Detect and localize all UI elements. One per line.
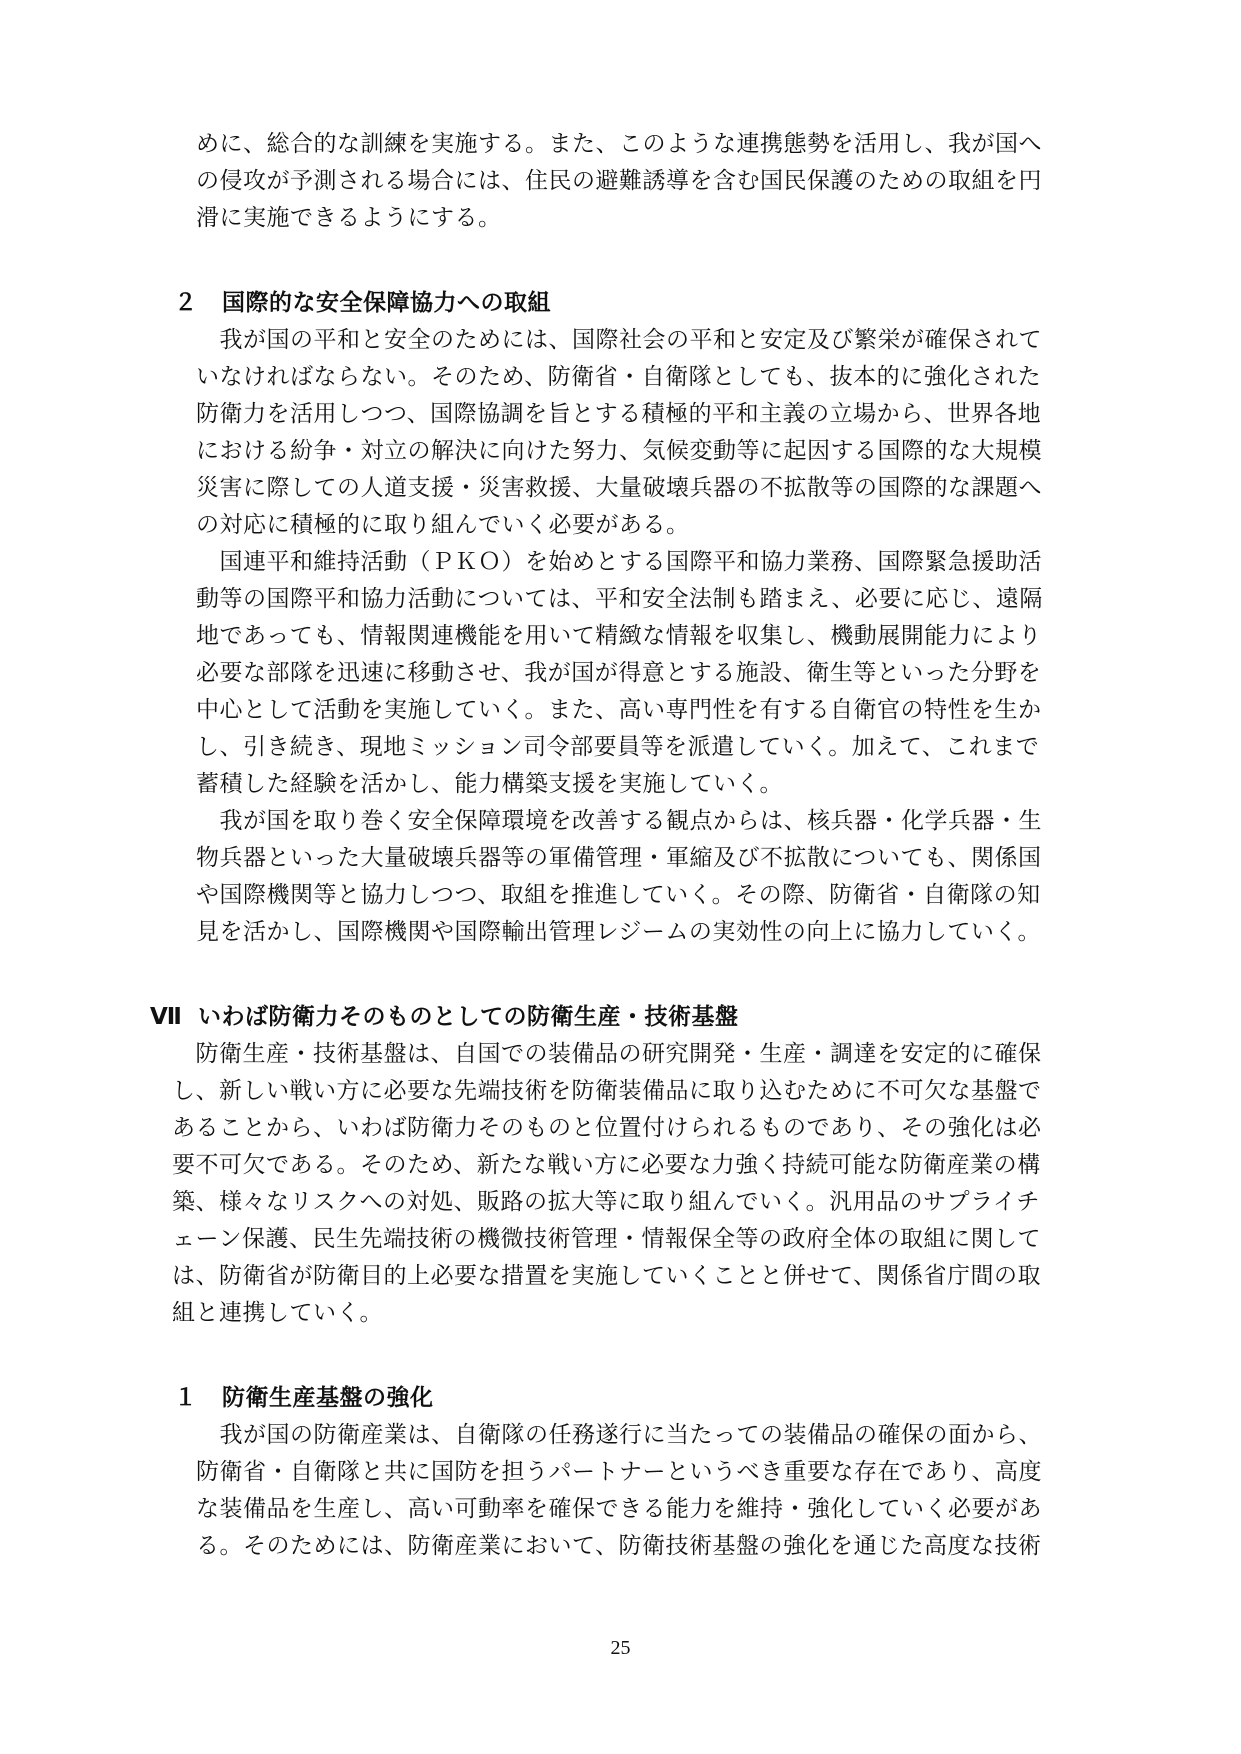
body-line: 見を活かし、国際機関や国際輸出管理レジームの実効性の向上に協力していく。 [196,919,1041,945]
body-line: 物兵器といった大量破壊兵器等の軍備管理・軍縮及び不拡散についても、関係国 [196,845,1042,871]
body-line: 組と連携していく。 [172,1300,384,1326]
body-line: は、防衛省が防衛目的上必要な措置を実施していくことと併せて、関係省庁間の取 [172,1263,1042,1289]
body-line: る。そのためには、防衛産業において、防衛技術基盤の強化を通じた高度な技術 [196,1533,1042,1559]
body-line: 中心として活動を実施していく。また、高い専門性を有する自衛官の特性を生か [196,697,1042,723]
body-line: 我が国を取り巻く安全保障環境を改善する観点からは、核兵器・化学兵器・生 [196,808,1042,834]
body-line: における紛争・対立の解決に向けた努力、気候変動等に起因する国際的な大規模 [196,438,1042,464]
intro-line: めに、総合的な訓練を実施する。また、このような連携態勢を活用し、我が国へ [196,131,1042,157]
chapter-title: いわば防衛力そのものとしての防衛生産・技術基盤 [198,1004,739,1030]
section-number: １ [174,1385,198,1411]
body-line: あることから、いわば防衛力そのものと位置付けられるものであり、その強化は必 [172,1115,1042,1141]
section-heading [174,1382,434,1414]
body-line: 地であっても、情報関連機能を用いて精緻な情報を収集し、機動展開能力により [196,623,1042,649]
body-line: 蓄積した経験を活かし、能力構築支援を実施していく。 [196,771,784,797]
section-title: 防衛生産基盤の強化 [222,1385,434,1411]
section-heading [174,287,551,319]
body-line: 築、様々なリスクへの対処、販路の拡大等に取り組んでいく。汎用品のサプライチ [172,1189,1040,1215]
body-line: な装備品を生産し、高い可動率を確保できる能力を維持・強化していく必要があ [196,1496,1042,1522]
body-line: 国連平和維持活動（ＰＫＯ）を始めとする国際平和協力業務、国際緊急援助活 [196,549,1042,575]
section-title: 国際的な安全保障協力への取組 [222,290,551,316]
body-line: 必要な部隊を迅速に移動させ、我が国が得意とする施設、衛生等といった分野を [196,660,1042,686]
body-line: し、引き続き、現地ミッション司令部要員等を派遣していく。加えて、これまで [196,734,1040,760]
chapter-number: Ⅶ [150,1004,183,1030]
body-line: いなければならない。そのため、防衛省・自衛隊としても、抜本的に強化された [196,364,1042,390]
body-line: 我が国の平和と安全のためには、国際社会の平和と安定及び繁栄が確保されて [196,327,1042,353]
body-line: 動等の国際平和協力活動については、平和安全法制も踏まえ、必要に応じ、遠隔 [196,586,1043,612]
body-line: 防衛生産・技術基盤は、自国での装備品の研究開発・生産・調達を安定的に確保 [172,1041,1042,1067]
intro-line: の侵攻が予測される場合には、住民の避難誘導を含む国民保護のための取組を円 [196,168,1042,194]
body-line: 災害に際しての人道支援・災害救援、大量破壊兵器の不拡散等の国際的な課題へ [196,475,1042,501]
body-line: の対応に積極的に取り組んでいく必要がある。 [196,512,690,538]
body-line: し、新しい戦い方に必要な先端技術を防衛装備品に取り込むために不可欠な基盤で [172,1078,1042,1104]
body-line: 我が国の防衛産業は、自衛隊の任務遂行に当たっての装備品の確保の面から、 [196,1422,1042,1448]
body-line: 防衛省・自衛隊と共に国防を担うパートナーというべき重要な存在であり、高度 [196,1459,1042,1485]
body-line: ェーン保護、民生先端技術の機微技術管理・情報保全等の政府全体の取組に関して [172,1226,1042,1252]
intro-line: 滑に実施できるようにする。 [196,205,502,231]
chapter-heading [150,1001,739,1033]
body-line: 防衛力を活用しつつ、国際協調を旨とする積極的平和主義の立場から、世界各地 [196,401,1042,427]
page-number: 25 [610,1637,631,1659]
body-line: 要不可欠である。そのため、新たな戦い方に必要な力強く持続可能な防衛産業の構 [172,1152,1041,1178]
body-line: や国際機関等と協力しつつ、取組を推進していく。その際、防衛省・自衛隊の知 [196,882,1041,908]
section-number: ２ [174,290,198,316]
